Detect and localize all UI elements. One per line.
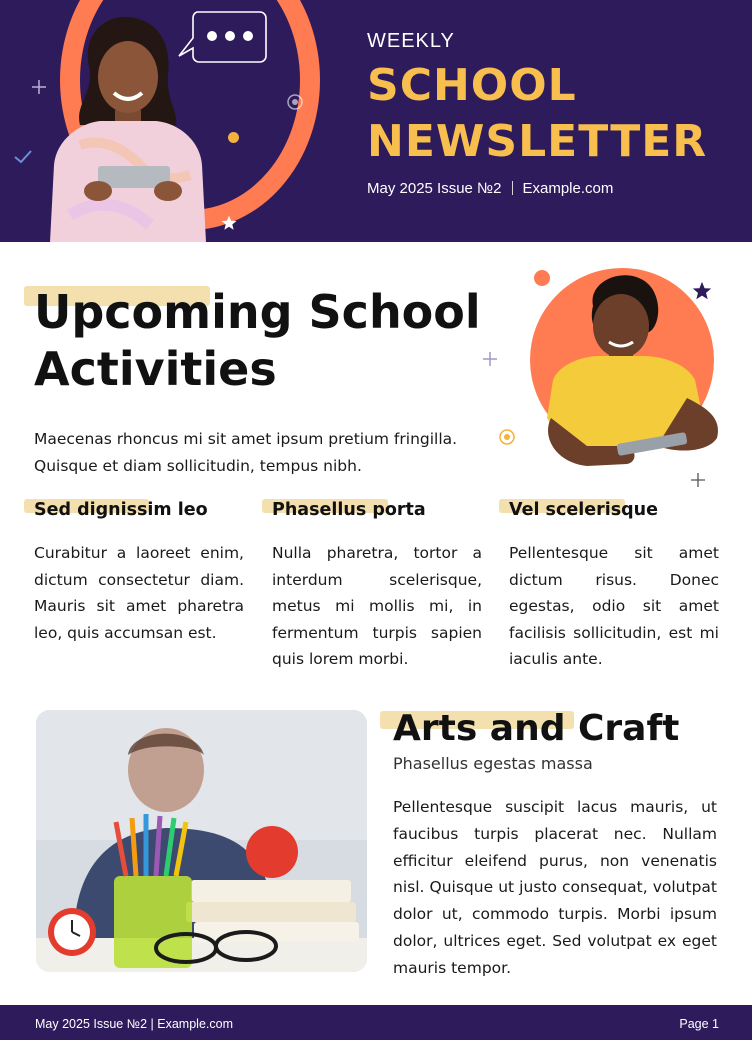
divider	[512, 181, 513, 195]
classroom-desk-photo	[36, 710, 367, 972]
section-subheading: Phasellus egestas massa	[393, 754, 593, 773]
site-label: Example.com	[522, 180, 614, 197]
plus-icon	[482, 351, 498, 367]
plus-icon	[30, 78, 48, 96]
header-kicker: WEEKLY	[367, 30, 455, 52]
page-number: Page 1	[679, 1017, 719, 1031]
section-heading-arts: Arts and Craft	[393, 708, 680, 749]
title-line-2: NEWSLETTER	[367, 116, 708, 167]
column-text-2: Nulla pharetra, tortor a interdum scelerisque, metus mi mollis mi, in fermentum turpis sapien quis lorem morbi.	[272, 544, 482, 669]
target-circle-icon	[286, 93, 304, 111]
issue-line	[367, 180, 613, 197]
plus-icon	[690, 472, 706, 488]
column-heading-2: Phasellus porta	[272, 500, 426, 520]
arts-paragraph: Pellentesque suscipit lacus mauris, ut faucibus turpis placerat nec. Nullam efficitur eleifend purus, non venenatis nisl. Quisque ut justo consequat, volutpat dolor ut, commodo turpis. Morbi ipsum dolor, ultrices eget. Sed volutpat ex eget mauris tempor.	[393, 798, 717, 977]
column-text-1: Curabitur a laoreet enim, dictum consectetur diam. Mauris sit amet pharetra leo, quis accumsan est.	[34, 544, 244, 642]
newsletter-title	[367, 58, 707, 170]
column-heading-3: Vel scelerisque	[509, 500, 658, 520]
section-heading-activities	[34, 284, 504, 398]
target-circle-icon	[498, 428, 516, 446]
check-icon	[12, 148, 34, 166]
issue-label: May 2025 Issue №2	[367, 180, 502, 197]
title-line-1: SCHOOL	[367, 60, 577, 111]
student-girl-photo	[40, 15, 210, 242]
heading-line-1: Upcoming School	[34, 285, 481, 339]
yellow-dot	[228, 132, 239, 143]
header-banner	[0, 0, 752, 242]
star-icon	[690, 280, 714, 302]
intro-paragraph: Maecenas rhoncus mi sit amet ipsum pretium fringilla. Quisque et diam sollicitudin, tempus nibh.	[34, 430, 458, 475]
column-text-3: Pellentesque sit amet dictum risus. Donec egestas, odio sit amet facilisis sollicitudin, est mi iaculis ante.	[509, 544, 719, 669]
classroom-desk-illustration	[36, 710, 367, 972]
footer-issue: May 2025 Issue №2 | Example.com	[35, 1017, 233, 1031]
heading-line-2: Activities	[34, 342, 277, 396]
star-icon	[220, 214, 238, 232]
column-heading-1: Sed dignissim leo	[34, 500, 208, 520]
